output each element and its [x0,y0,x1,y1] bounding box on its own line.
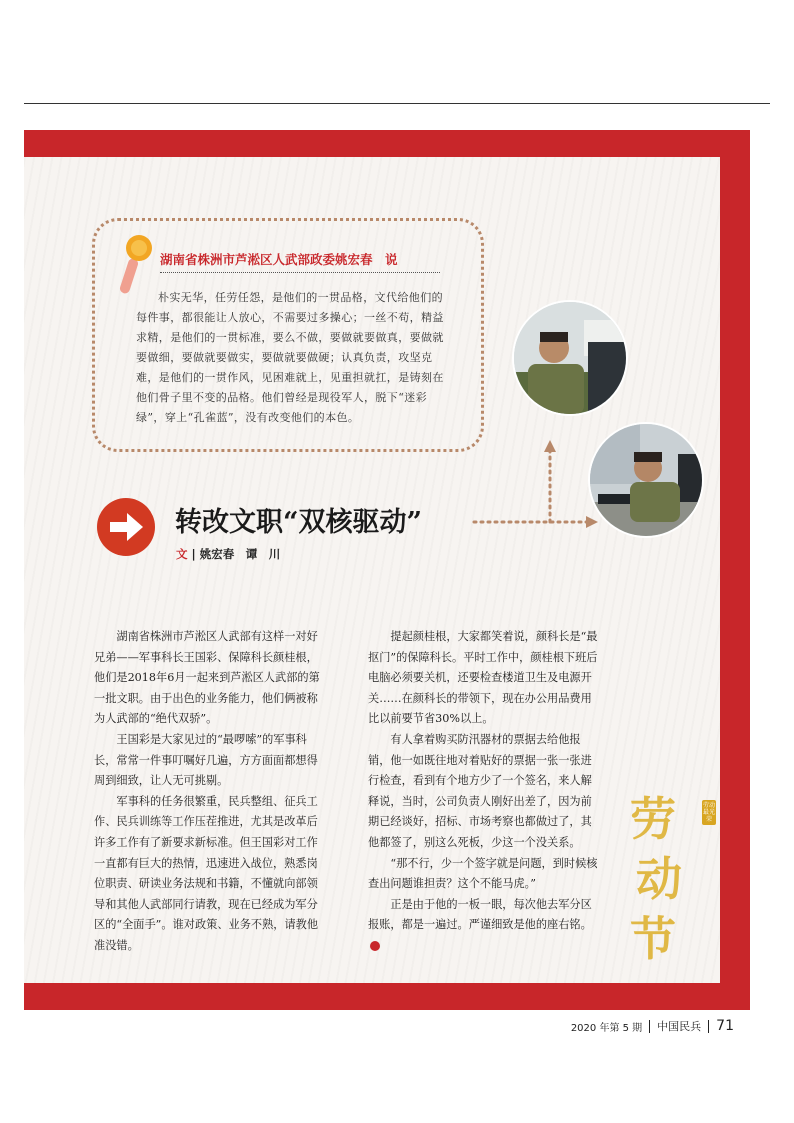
dotted-arrow-connector [460,436,600,536]
right-arrow-icon [97,498,155,556]
article-title: 转改文职“双核驱动” [175,507,423,538]
paragraph: 湖南省株洲市芦淞区人武部有这样一对好兄弟——军事科长王国彩、保障科长颜桂根，他们是2018年6月一起来到芦淞区人武部的第一批文职。由于出色的业务能力，他们俩被称为人武部的“绝代双骄”。 [94,630,320,726]
end-mark-icon [370,941,380,951]
byline-authors: 姚宏春 谭 川 [199,547,281,561]
badge-char: 动 [636,852,682,906]
speaker-line: 湖南省株洲市芦淞区人武部政委姚宏春 说 [160,250,440,273]
article-column-left [94,627,326,957]
officer-photo-1 [512,300,628,416]
quote-text: 朴实无华，任劳任怨，是他们的一贯品格，文代给他们的每件事，都很能让人放心，不需要过多操心；一丝不苟，精益求精，是他们的一贯标准，要么不做，要做就要做真，要做就要做细，要做就要做实，要做就要做硬；认真负责，攻坚克难，是他们的一贯作风，见困难就上，见重担就扛，是铸刻在他们骨子里不变的品格。他们曾经是现役军人，脱下“迷彩绿”，穿上“孔雀蓝”，没有改变他们的本色。 [136,291,444,424]
page-footer [571,1018,734,1034]
paragraph: “那不行，少一个签字就是问题，到时候核查出问题谁担责？这个不能马虎。” [368,856,598,891]
footer-divider [708,1020,709,1033]
article-column-right [368,627,600,957]
badge-char: 节 [630,912,676,966]
paragraph-text: 正是由于他的一板一眼，每次他去军分区报账，都是一遍过。严谨细致是他的座右铭。 [368,897,592,932]
byline-prefix: 文 [176,547,188,561]
byline [176,546,280,562]
officer-photo-2 [588,422,704,538]
microphone-icon [118,232,154,296]
header-rule [24,103,770,104]
footer-divider [649,1020,650,1033]
paragraph: 提起颜桂根，大家都笑着说，颜科长是“最抠门”的保障科长。平时工作中，颜桂根下班后电脑必须要关机，还要检查楼道卫生及电源开关……在颜科长的带领下，现在办公用品费用比以前要节省30%以上。 [368,630,598,726]
issue-label: 2020 年第 5 期 [570,1022,643,1034]
badge-char: 劳 [630,792,676,846]
paragraph: 有人拿着购买防汛器材的票据去给他报销，他一如既往地对着贴好的票据一张一张进行检查，看到有个地方少了一个签名，来人解释说，当时，公司负责人刚好出差了，因为前期已经谈好，招标、市场考察也都做过了，其他都签了，别这么死板，少这一个没关系。 [368,732,592,849]
byline-divider: | [191,547,196,561]
publication-name: 中国民兵 [657,1020,702,1033]
paragraph: 军事科的任务很繁重，民兵整组、征兵工作、民兵训练等工作压茬推进，尤其是改革后许多工作有了新要求新标准。但王国彩对工作一直都有巨大的热情，迅速进入战位，熟悉岗位职责、研读业务法规和书籍，不懂就向部领导和其他人武部同行请教，现在已经成为军分区的“全面手”。谁对政策、业务不熟，请教他准没错。 [94,794,319,952]
page-number: 71 [716,1018,734,1034]
paragraph: 王国彩是大家见过的“最啰嗦”的军事科长，常常一件事叮嘱好几遍，方方面面都想得周到细致，让人无可挑剔。 [94,732,318,788]
paragraph [368,895,600,957]
labor-day-badge [630,790,720,980]
title-arrow-badge [97,498,155,556]
badge-tag: 劳动最光荣 [702,802,715,823]
